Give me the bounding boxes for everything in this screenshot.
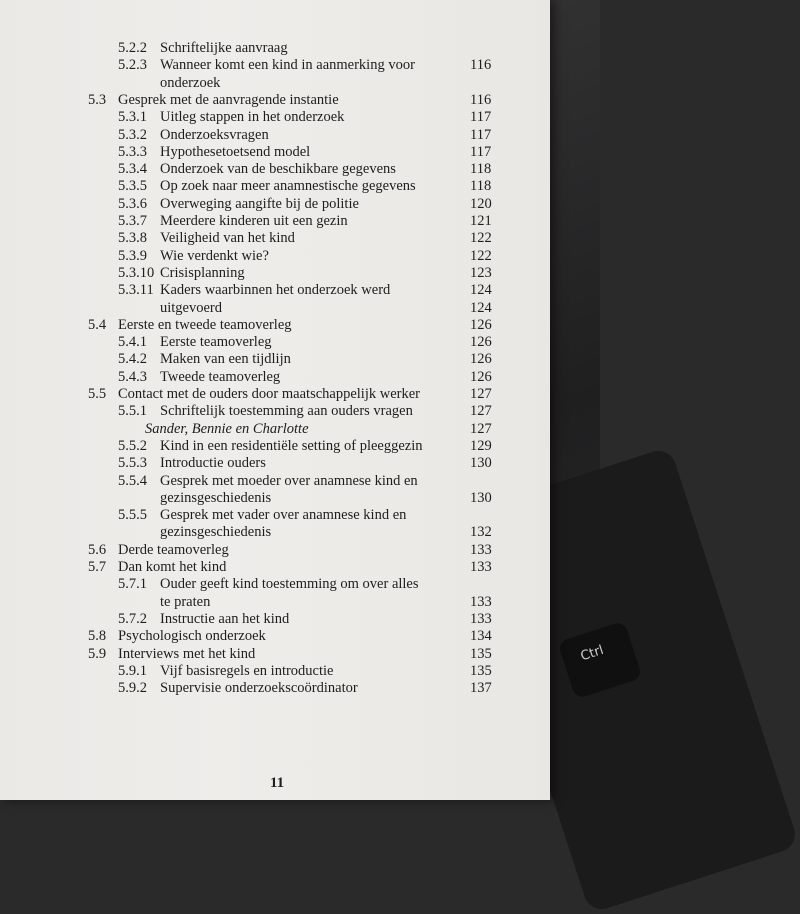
toc-entry-title: Crisisplanning [160, 264, 245, 281]
toc-entry-page: 134 [470, 628, 492, 645]
toc-entry [0, 559, 550, 576]
toc-entry [0, 317, 550, 334]
toc-entry-number: 5.7.2 [118, 610, 147, 627]
toc-entry-title: Derde teamoverleg [118, 541, 229, 558]
toc-entry [0, 403, 550, 420]
toc-entry-title: Introductie ouders [160, 455, 266, 472]
toc-entry-title: Eerste teamoverleg [160, 334, 272, 351]
toc-entry-number: 5.3.9 [118, 247, 147, 264]
toc-entry-title: Interviews met het kind [118, 645, 256, 662]
toc-entry-number: 5.5 [88, 386, 107, 402]
toc-entry [0, 213, 550, 230]
ctrl-key-label: Ctrl [578, 642, 606, 665]
toc-entry-title: Instructie aan het kind [160, 610, 290, 627]
toc-entry-number: 5.2.3 [118, 57, 147, 74]
toc-entry-page: 130 [470, 455, 492, 472]
toc-entry-title: Eerste en tweede teamoverleg [118, 316, 292, 333]
toc-entry-page: 127 [470, 420, 492, 437]
toc-entry-number: 5.4.2 [118, 351, 147, 368]
toc-entry [0, 161, 550, 178]
toc-entry-title: Gesprek met de aanvragende instantie [118, 91, 339, 108]
toc-entry-page: 127 [470, 386, 492, 402]
toc-entry [0, 611, 550, 628]
toc-entry-page: 126 [470, 334, 492, 351]
toc-entry-page: 116 [470, 91, 492, 108]
toc-entry-number: 5.7 [88, 559, 107, 575]
toc-entry-number: 5.6 [88, 541, 107, 558]
toc-entry-page: 117 [470, 126, 492, 143]
toc-entry-title: Gesprek met vader over anamnese kind en [160, 507, 407, 524]
toc-entry [0, 300, 550, 317]
toc-entry-title: Op zoek naar meer anamnestische gegevens [160, 178, 416, 195]
toc-entry [0, 127, 550, 144]
toc-entry-number: 5.9.2 [118, 680, 147, 697]
toc-entry-page: 122 [470, 230, 492, 247]
toc-entry-page: 137 [470, 680, 492, 697]
toc-entry-title: Vijf basisregels en introductie [160, 662, 334, 679]
toc-entry-title: te praten [160, 593, 211, 610]
toc-entry-number: 5.3.11 [118, 282, 154, 299]
toc-entry-page: 130 [470, 489, 492, 506]
toc-entry-title: Kaders waarbinnen het onderzoek werd [160, 282, 391, 299]
toc-entry [0, 594, 550, 611]
toc-entry-title: Overweging aangifte bij de politie [160, 195, 359, 212]
toc-entry-title: Dan komt het kind [118, 559, 227, 575]
toc-entry-title: Sander, Bennie en Charlotte [145, 420, 309, 437]
toc-entry [0, 386, 550, 403]
toc-entry [0, 282, 550, 299]
toc-entry-title: Wie verdenkt wie? [160, 247, 269, 264]
toc-entry-page: 133 [470, 559, 492, 575]
toc-entry [0, 178, 550, 195]
toc-entry-number: 5.5.4 [118, 472, 147, 489]
toc-entry-number: 5.2.2 [118, 40, 147, 56]
toc-entry-number: 5.3.10 [118, 264, 155, 281]
toc-entry-title: Maken van een tijdlijn [160, 351, 291, 368]
toc-entry-page: 126 [470, 351, 492, 368]
toc-entry [0, 109, 550, 126]
toc-entry-title: Uitleg stappen in het onderzoek [160, 109, 345, 126]
toc-entry [0, 490, 550, 507]
toc-entry [0, 334, 550, 351]
toc-entry-page: 117 [470, 109, 492, 126]
toc-entry-number: 5.8 [88, 628, 107, 645]
toc-entry [0, 57, 550, 74]
toc-entry [0, 507, 550, 524]
toc-entry [0, 421, 550, 438]
toc-entry-number: 5.3.1 [118, 109, 147, 126]
toc-entry-page: 129 [470, 437, 492, 454]
toc-entry-title: Hypothesetoetsend model [160, 143, 311, 160]
toc-entry-title: Wanneer komt een kind in aanmerking voor [160, 57, 415, 74]
toc-entry-page: 135 [470, 645, 492, 662]
toc-entry-page: 132 [470, 524, 492, 541]
toc-entry-title: onderzoek [160, 74, 221, 91]
toc-entry [0, 75, 550, 92]
toc-entry-number: 5.3.2 [118, 126, 147, 143]
toc-entry-page: 124 [470, 282, 492, 299]
toc-entry [0, 40, 550, 57]
toc-entry-number: 5.3.7 [118, 213, 147, 229]
toc-entry-page: 133 [470, 610, 492, 627]
toc-entry [0, 144, 550, 161]
toc-entry-title: Gesprek met moeder over anamnese kind en [160, 472, 418, 489]
toc-entry [0, 628, 550, 645]
toc-entry-title: Schriftelijk toestemming aan ouders vragen [160, 403, 413, 420]
page-number: 11 [270, 775, 285, 791]
toc-entry-number: 5.5.5 [118, 507, 147, 524]
toc-entry-title: Schriftelijke aanvraag [160, 40, 288, 56]
toc-entry-title: Ouder geeft kind toestemming om over alles [160, 576, 419, 593]
toc-entry-title: gezinsgeschiedenis [160, 524, 272, 541]
toc-entry [0, 369, 550, 386]
toc-entry-page: 127 [470, 403, 492, 420]
toc-entry [0, 196, 550, 213]
toc-entry-page: 126 [470, 368, 492, 385]
toc-entry-title: Tweede teamoverleg [160, 368, 281, 385]
toc-entry [0, 248, 550, 265]
toc-entry [0, 542, 550, 559]
toc-entry [0, 438, 550, 455]
toc-entry-title: Onderzoeksvragen [160, 126, 269, 143]
toc-entry-number: 5.7.1 [118, 576, 147, 593]
toc-entry-number: 5.3 [88, 91, 107, 108]
toc-entry-number: 5.9 [88, 645, 107, 662]
toc-entry [0, 646, 550, 663]
toc-entry [0, 92, 550, 109]
toc-entry-page: 118 [470, 178, 492, 195]
toc-entry-number: 5.5.3 [118, 455, 147, 472]
toc-entry-page: 133 [470, 541, 492, 558]
toc-entry-number: 5.4 [88, 316, 107, 333]
toc-entry-title: Contact met de ouders door maatschappelijk werker [118, 386, 420, 402]
toc-entry [0, 230, 550, 247]
toc-entry [0, 265, 550, 282]
toc-entry-page: 116 [470, 57, 492, 74]
toc-entry-page: 118 [470, 161, 492, 178]
toc-entry-page: 120 [470, 195, 492, 212]
toc-entry-page: 126 [470, 316, 492, 333]
toc-entry-number: 5.5.2 [118, 437, 147, 454]
toc-entry-number: 5.4.3 [118, 368, 147, 385]
toc-entry-number: 5.4.1 [118, 334, 147, 351]
toc-entry-title: Onderzoek van de beschikbare gegevens [160, 161, 396, 178]
toc-entry-number: 5.3.5 [118, 178, 147, 195]
toc-entry-page: 135 [470, 662, 492, 679]
toc-entry-title: Meerdere kinderen uit een gezin [160, 213, 348, 229]
toc-entry-page: 123 [470, 264, 492, 281]
toc-entry-number: 5.3.6 [118, 195, 147, 212]
toc-entry-number: 5.9.1 [118, 662, 147, 679]
toc-entry-title: uitgevoerd [160, 299, 223, 316]
toc-entry-title: Supervisie onderzoekscoördinator [160, 680, 358, 697]
toc-entry-page: 117 [470, 143, 492, 160]
toc-entry [0, 576, 550, 593]
toc-entry [0, 680, 550, 697]
toc-entry-title: Kind in een residentiële setting of pleeggezin [160, 437, 423, 454]
toc-entry [0, 473, 550, 490]
toc-entry-number: 5.3.4 [118, 161, 147, 178]
toc-entry-number: 5.3.8 [118, 230, 147, 247]
toc-entry-number: 5.5.1 [118, 403, 147, 420]
toc-entry-number: 5.3.3 [118, 143, 147, 160]
toc-entry-page: 122 [470, 247, 492, 264]
toc-entry-title: gezinsgeschiedenis [160, 489, 272, 506]
toc-entry-page: 124 [470, 299, 492, 316]
toc-entry [0, 663, 550, 680]
toc-entry [0, 455, 550, 472]
toc-entry [0, 351, 550, 368]
toc-entry-page: 121 [470, 213, 492, 229]
toc-entry-title: Psychologisch onderzoek [118, 628, 266, 645]
toc-entry [0, 524, 550, 541]
toc-entry-title: Veiligheid van het kind [160, 230, 295, 247]
toc-entry-page: 133 [470, 593, 492, 610]
